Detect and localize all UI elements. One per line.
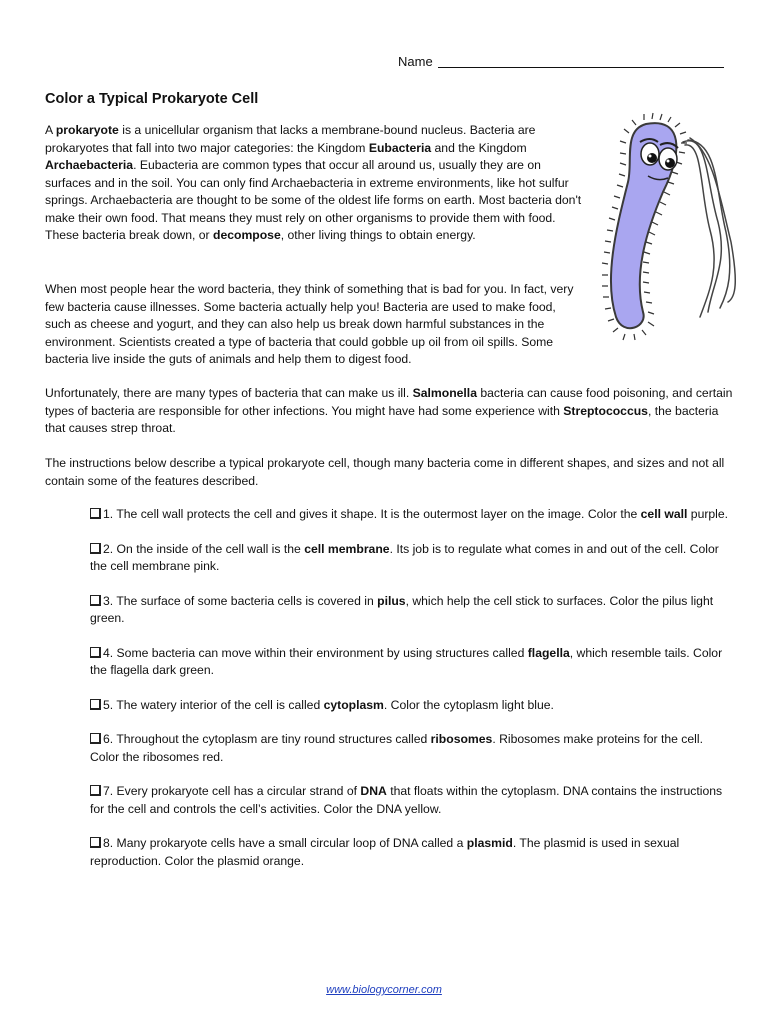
step-text	[90, 784, 722, 816]
text-run: When most people hear the word bacteria, they think of something that is bad for you. In fact, very few bacteria cause illnesses. Some bacteria actually help you! Bacteria are used to make food, such as cheese and yogurt, and they can also help us break down harmful substances in the environment. Scientists created a type of bacteria that could gobble up oil from oil spills. Some bacteria live inside the guts of animals and help them to digest food.	[45, 282, 574, 366]
text-run: 8. Many prokaryote cells have a small circular loop of DNA called a	[103, 836, 467, 850]
checkbox-icon[interactable]	[90, 785, 101, 796]
bold-term: DNA	[360, 784, 387, 798]
checkbox-icon[interactable]	[90, 733, 101, 744]
bold-term: pilus	[377, 593, 406, 608]
helpful-bacteria-paragraph	[45, 281, 575, 369]
text-run: 4. Some bacteria can move within their environment by using structures called	[103, 645, 528, 660]
text-run: 1. The cell wall protects the cell and gives it shape. It is the outermost layer on the image. Color the	[103, 507, 641, 521]
page-title: Color a Typical Prokaryote Cell	[45, 91, 259, 107]
checkbox-icon[interactable]	[90, 508, 101, 519]
checkbox-icon[interactable]	[90, 837, 101, 848]
text-run: bacteria can cause food poisoning, and certain types of bacteria are responsible for other infections. You might have had some experience with	[45, 386, 733, 418]
text-run: . Ribosomes make proteins for the cell. Color the ribosomes red.	[90, 732, 703, 764]
checkbox-icon[interactable]	[90, 647, 101, 658]
bold-term: Archaebacteria	[45, 158, 134, 172]
step-text	[103, 698, 554, 712]
bold-term: Eubacteria	[368, 140, 432, 155]
text-run: , the bacteria that causes strep throat.	[45, 403, 719, 435]
bold-term: prokaryote	[55, 123, 119, 137]
bold-term: cell wall	[640, 507, 688, 521]
checkbox-icon[interactable]	[90, 595, 101, 606]
step-item	[90, 783, 730, 818]
step-item	[90, 541, 730, 576]
text-run: 6. Throughout the cytoplasm are tiny round structures called	[103, 732, 431, 746]
instructions-paragraph	[45, 455, 735, 490]
step-text	[103, 507, 728, 521]
bold-term: Streptococcus	[563, 403, 648, 418]
text-run: , which help the cell stick to surfaces. Color the pilus light green.	[90, 593, 714, 625]
website-link[interactable]: www.biologycorner.com	[326, 984, 442, 996]
text-run: . Its job is to regulate what comes in and out of the cell. Color the cell membrane pink.	[90, 541, 719, 573]
step-text	[90, 542, 719, 574]
bold-term: plasmid	[466, 836, 513, 850]
checkbox-icon[interactable]	[90, 699, 101, 710]
text-run: , other living things to obtain energy.	[280, 228, 476, 242]
step-text	[90, 836, 679, 868]
text-run: 2. On the inside of the cell wall is the	[103, 541, 305, 556]
step-item	[90, 593, 730, 628]
name-field	[398, 54, 724, 69]
bold-term: Salmonella	[412, 386, 477, 400]
text-run: . Color the cytoplasm light blue.	[383, 697, 554, 712]
text-run: 3. The surface of some bacteria cells is covered in	[103, 593, 378, 608]
name-blank-line[interactable]	[438, 54, 724, 68]
checkbox-icon[interactable]	[90, 543, 101, 554]
step-item	[90, 645, 730, 680]
text-run: that floats within the cytoplasm. DNA contains the instructions for the cell and controls the cell’s activities. Color the DNA yellow.	[90, 784, 723, 816]
step-item	[90, 731, 730, 766]
text-run: , which resemble tails. Color the flagella dark green.	[90, 645, 723, 677]
text-run: 7. Every prokaryote cell has a circular strand of	[103, 784, 361, 798]
step-text	[90, 594, 713, 626]
coloring-steps-list	[90, 506, 730, 887]
text-run: . Eubacteria are common types that occur all around us, usually they are on surfaces and in the soil. You can only find Archaebacteria in extreme environments, like hot sulfur springs. Archaebacteria are thought to be some of the oldest life forms on earth. Most bacteria don't make their own food. That means they must rely on other organisms to provide them with food. These bacteria break down, or	[45, 158, 582, 242]
step-text	[90, 732, 703, 764]
text-run: . The plasmid is used in sexual reproduction. Color the plasmid orange.	[90, 836, 680, 868]
text-run: purple.	[687, 507, 729, 521]
text-run: The instructions below describe a typical prokaryote cell, though many bacteria come in different shapes, and sizes and not all contain some of the features described.	[45, 456, 725, 488]
bold-term: cytoplasm	[323, 697, 384, 712]
text-run: A	[45, 123, 56, 137]
footer	[0, 984, 768, 996]
step-item	[90, 835, 730, 870]
bold-term: flagella	[527, 645, 570, 660]
text-run: Unfortunately, there are many types of bacteria that can make us ill.	[45, 386, 413, 400]
intro-paragraph	[45, 122, 585, 245]
step-item	[90, 697, 730, 715]
text-run: 5. The watery interior of the cell is called	[103, 697, 324, 712]
bold-term: decompose	[213, 228, 281, 242]
text-run: is a unicellular organism that lacks a membrane-bound nucleus. Bacteria are prokaryotes that fall into two major categories: the Kingdom	[45, 123, 536, 155]
step-text	[90, 646, 722, 678]
bold-term: cell membrane	[304, 541, 390, 556]
harmful-bacteria-paragraph	[45, 385, 735, 438]
step-item	[90, 506, 730, 524]
text-run: and the Kingdom	[431, 140, 527, 155]
name-label: Name	[398, 54, 433, 69]
bold-term: ribosomes	[430, 732, 493, 746]
bacterium-illustration-icon	[588, 112, 738, 352]
